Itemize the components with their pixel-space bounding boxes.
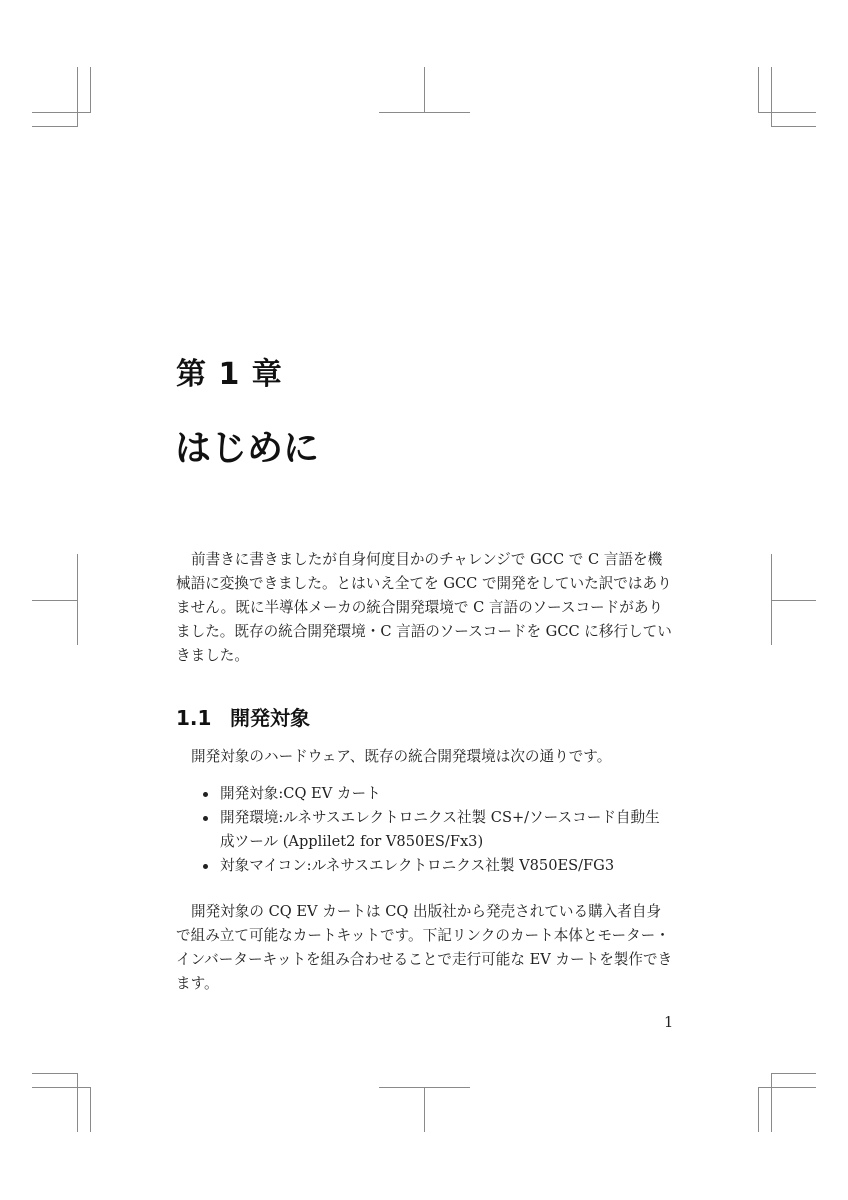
crop-mark: [771, 126, 816, 127]
paragraph-line: ました。既存の統合開発環境・C 言語のソースコードを GCC に移行してい: [176, 623, 672, 640]
bullet-icon: [203, 792, 208, 797]
crop-mark: [32, 1073, 78, 1074]
bullet-icon: [203, 864, 208, 869]
crop-mark: [77, 67, 78, 127]
list-item-text: 開発対象:CQ EV カート: [220, 785, 381, 802]
section-heading: [176, 704, 310, 732]
crop-mark: [32, 600, 78, 601]
crop-mark: [379, 112, 470, 113]
paragraph-line: 開発対象の CQ EV カートは CQ 出版社から発売されている購入者自身: [191, 903, 662, 920]
section-title: 開発対象: [230, 706, 310, 730]
crop-mark: [771, 1073, 772, 1132]
paragraph-line: 械語に変換できました。とはいえ全てを GCC で開発をしていた訳ではあり: [176, 575, 672, 592]
paragraph-line: ます。: [176, 975, 219, 992]
chapter-label: 第 1 章: [176, 357, 283, 392]
bullet-icon: [203, 816, 208, 821]
crop-mark: [758, 67, 759, 113]
bullet-list: [176, 782, 688, 878]
paragraph-line: で組み立て可能なカートキットです。下記リンクのカート本体とモーター・: [176, 927, 670, 944]
crop-mark: [424, 1087, 425, 1132]
paragraph-line: ません。既に半導体メーカの統合開発環境で C 言語のソースコードがあり: [176, 599, 664, 616]
crop-mark: [758, 1087, 816, 1088]
crop-mark: [77, 1073, 78, 1132]
crop-mark: [758, 112, 816, 113]
section-lead: [176, 745, 688, 769]
crop-mark: [424, 67, 425, 113]
crop-mark: [758, 1087, 759, 1132]
list-item: [176, 806, 688, 854]
crop-mark: [771, 67, 772, 127]
paragraph-line: 開発対象のハードウェア、既存の統合開発環境は次の通りです。: [191, 748, 612, 765]
paragraph-line: インバーターキットを組み合わせることで走行可能な EV カートを製作でき: [176, 951, 673, 968]
list-item: [176, 782, 688, 806]
paragraph-line: 前書きに書きましたが自身何度目かのチャレンジで GCC で C 言語を機: [191, 551, 663, 568]
crop-mark: [771, 1073, 816, 1074]
crop-mark: [32, 1087, 91, 1088]
crop-mark: [90, 67, 91, 113]
list-item: [176, 854, 688, 878]
crop-mark: [32, 126, 78, 127]
list-item-text: 開発環境:ルネサスエレクトロニクス社製 CS+/ソースコード自動生: [220, 809, 660, 826]
crop-mark: [771, 600, 816, 601]
section-number: 1.1: [176, 706, 212, 730]
page-number: 1: [664, 1014, 674, 1031]
list-item-text: 成ツール (Applilet2 for V850ES/Fx3): [220, 833, 484, 850]
paragraph-line: きました。: [176, 647, 249, 664]
crop-mark: [90, 1087, 91, 1132]
closing-paragraph: [176, 900, 688, 996]
list-item-text: 対象マイコン:ルネサスエレクトロニクス社製 V850ES/FG3: [220, 857, 615, 874]
intro-paragraph: [176, 548, 688, 668]
chapter-title: はじめに: [175, 428, 320, 469]
crop-mark: [32, 112, 91, 113]
